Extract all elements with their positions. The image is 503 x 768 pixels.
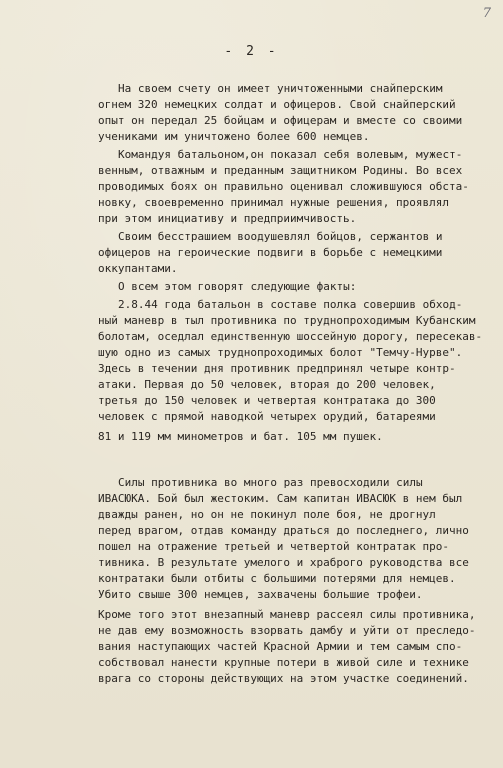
text-line: шую одно из самых труднопроходимых болот "Темчу-Нурве". — [98, 346, 463, 359]
text-line: третья до 150 человек и четвертая контратака до 300 — [98, 394, 436, 407]
text-line: Убито свыше 300 немцев, захвачены большие трофеи. — [98, 588, 423, 601]
text-line: перед врагом, отдав команду драться до последнего, лично — [98, 524, 469, 537]
text-line: вания наступающих частей Красной Армии и тем самым спо- — [98, 640, 463, 653]
text-line: тивника. В результате умелого и храброго руководства все — [98, 556, 469, 569]
text-line: На своем счету он имеет уничтоженными снайперским — [118, 82, 443, 95]
text-line: ный маневр в тыл противника по труднопроходимым Кубанским — [98, 314, 476, 327]
text-line: не дав ему возможность взорвать дамбу и уйти от преследо- — [98, 624, 476, 637]
text-line: Командуя батальоном,он показал себя волевым, мужест- — [118, 148, 463, 161]
text-line: проводимых боях он правильно оценивал сложившуюся обста- — [98, 180, 469, 193]
text-line: Здесь в течении дня противник предпринял четыре контр- — [98, 362, 456, 375]
text-line: Силы противника во много раз превосходили силы — [118, 476, 423, 489]
text-line: собствовал нанести крупные потери в живой силе и технике — [98, 656, 469, 669]
text-line: атаки. Первая до 50 человек, вторая до 200 человек, — [98, 378, 436, 391]
text-line: новку, своевременно принимал нужные решения, проявлял — [98, 196, 449, 209]
text-line: ИВАСЮКА. Бой был жестоким. Сам капитан ИВАСЮК в нем был — [98, 492, 463, 505]
text-line: огнем 320 немецких солдат и офицеров. Свой снайперский — [98, 98, 456, 111]
text-line: 2.8.44 года батальон в составе полка совершив обход- — [118, 298, 463, 311]
text-line: офицеров на героические подвиги в борьбе с немецкими — [98, 246, 443, 259]
text-line: пошел на отражение третьей и четвертой контратак про- — [98, 540, 449, 553]
archive-page-mark: 7 — [482, 6, 491, 21]
text-line: контратаки были отбиты с большими потерями для немцев. — [98, 572, 456, 585]
text-line: учениками им уничтожено более 600 немцев. — [98, 130, 370, 143]
text-line: человек с прямой наводкой четырех орудий, батареями — [98, 410, 436, 423]
text-line: О всем этом говорят следующие факты: — [118, 280, 357, 293]
page-number: - 2 - — [224, 44, 279, 59]
text-line: болотам, оседлал единственную шоссейную дорогу, пересекав- — [98, 330, 483, 343]
text-line: опыт он передал 25 бойцам и офицерам и вместе со своими — [98, 114, 463, 127]
text-line: венным, отважным и преданным защитником Родины. Во всех — [98, 164, 463, 177]
text-line: при этом инициативу и предприимчивость. — [98, 212, 357, 225]
text-line: 81 и 119 мм минометров и бат. 105 мм пушек. — [98, 430, 383, 443]
text-line: Своим бесстрашием воодушевлял бойцов, сержантов и — [118, 230, 443, 243]
text-line: Кроме того этот внезапный маневр рассеял силы противника, — [98, 608, 476, 621]
text-line: дважды ранен, но он не покинул поле боя, не дрогнул — [98, 508, 436, 521]
text-line: оккупантами. — [98, 262, 178, 275]
text-line: врага со стороны действующих на этом участке соединений. — [98, 672, 469, 685]
